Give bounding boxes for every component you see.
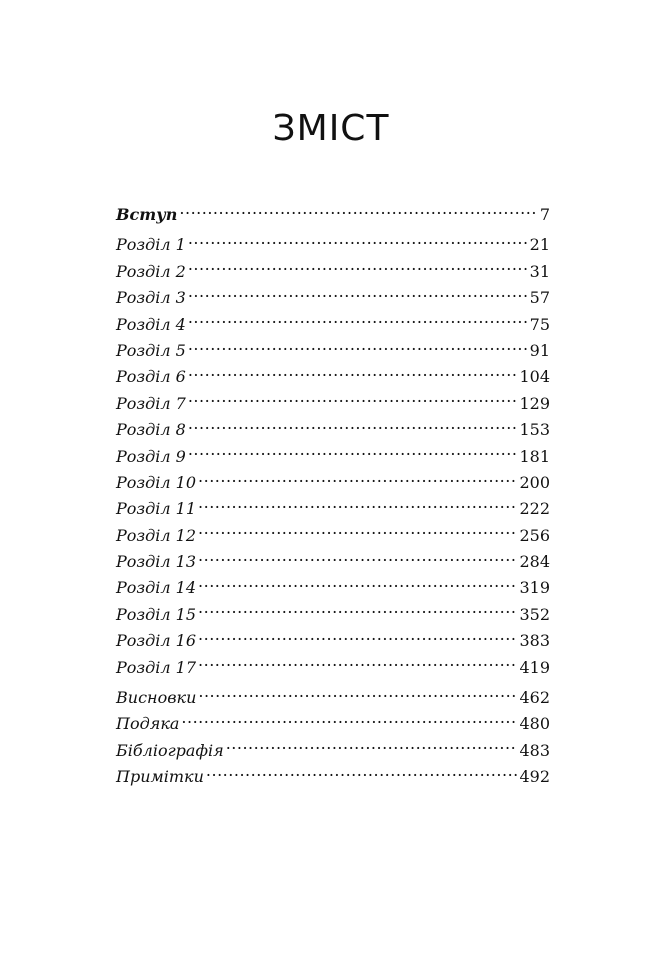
- toc-dot-leader: [188, 446, 518, 462]
- toc-dot-leader: [198, 472, 517, 488]
- toc-entry-label: Розділ 6: [116, 367, 186, 387]
- toc-entry: [116, 285, 550, 311]
- toc-entry-label: Розділ 2: [116, 261, 186, 281]
- toc-entry-page-number: 153: [519, 420, 550, 440]
- toc-entry-label: Розділ 12: [116, 525, 197, 545]
- toc-dot-leader: [198, 577, 517, 593]
- toc-entry-page-number: 383: [519, 631, 550, 651]
- toc-entry-page-number: 21: [529, 235, 550, 255]
- table-of-contents: [116, 202, 550, 791]
- toc-entry-label: Розділ 17: [116, 657, 197, 677]
- toc-entry-page-number: 75: [529, 314, 550, 334]
- toc-dot-leader: [188, 287, 528, 303]
- toc-entry: [116, 364, 550, 390]
- toc-entry-page-number: 222: [519, 499, 550, 519]
- toc-entry: [116, 628, 550, 654]
- toc-entry-label: Розділ 15: [116, 604, 197, 624]
- toc-entry-page-number: 200: [519, 472, 550, 492]
- toc-entry-label: Розділ 7: [116, 393, 186, 413]
- toc-entry: [116, 202, 550, 228]
- toc-entry-label: Вступ: [116, 205, 178, 224]
- toc-entry: [116, 444, 550, 470]
- toc-dot-leader: [198, 657, 517, 673]
- toc-entry-label: Розділ 1: [116, 235, 186, 255]
- toc-entry-page-number: 256: [519, 525, 550, 545]
- toc-entry-label: Розділ 4: [116, 314, 186, 334]
- toc-entry: [116, 685, 550, 711]
- toc-entry: [116, 523, 550, 549]
- toc-entry: [116, 417, 550, 443]
- toc-entry-label: Розділ 13: [116, 552, 197, 572]
- toc-entry-page-number: 352: [519, 604, 550, 624]
- toc-dot-leader: [198, 498, 517, 514]
- toc-entry: [116, 764, 550, 790]
- toc-entry-page-number: 104: [519, 367, 550, 387]
- toc-entry-page-number: 480: [519, 714, 550, 734]
- toc-entry: [116, 391, 550, 417]
- toc-dot-leader: [188, 314, 528, 330]
- toc-dot-leader: [188, 261, 528, 277]
- toc-entry-label: Розділ 11: [116, 499, 197, 519]
- toc-entry-label: Розділ 14: [116, 578, 197, 598]
- toc-entry: [116, 655, 550, 681]
- toc-entry-label: Висновки: [116, 688, 197, 708]
- toc-entry: [116, 549, 550, 575]
- toc-entry-label: Бібліографія: [116, 740, 224, 760]
- toc-entry-page-number: 7: [539, 205, 550, 224]
- toc-entry-page-number: 462: [519, 688, 550, 708]
- toc-dot-leader: [188, 340, 528, 356]
- toc-entry-label: Розділ 3: [116, 288, 186, 308]
- toc-entry-label: Розділ 5: [116, 340, 186, 360]
- toc-entry-page-number: 319: [519, 578, 550, 598]
- toc-entry: [116, 312, 550, 338]
- toc-dot-leader: [198, 604, 517, 620]
- toc-entry: [116, 711, 550, 737]
- toc-entry: [116, 738, 550, 764]
- toc-entry-label: Розділ 10: [116, 472, 197, 492]
- toc-entry: [116, 496, 550, 522]
- toc-entry-label: Розділ 8: [116, 420, 186, 440]
- toc-entry: [116, 259, 550, 285]
- toc-dot-leader: [198, 525, 517, 541]
- toc-entry-label: Розділ 9: [116, 446, 186, 466]
- toc-dot-leader: [188, 393, 518, 409]
- toc-dot-leader: [198, 551, 517, 567]
- toc-entry-label: Розділ 16: [116, 631, 197, 651]
- toc-entry-page-number: 492: [519, 767, 550, 787]
- page-title: ЗМІСТ: [272, 108, 390, 149]
- toc-entry-page-number: 129: [519, 393, 550, 413]
- toc-entry-page-number: 31: [529, 261, 550, 281]
- toc-dot-leader: [188, 419, 518, 435]
- toc-entry-page-number: 91: [529, 340, 550, 360]
- toc-entry: [116, 470, 550, 496]
- toc-entry-page-number: 181: [519, 446, 550, 466]
- toc-entry-page-number: 284: [519, 552, 550, 572]
- toc-dot-leader: [198, 687, 517, 703]
- toc-entry: [116, 232, 550, 258]
- toc-dot-leader: [206, 766, 518, 782]
- toc-entry-label: Подяка: [116, 714, 180, 734]
- toc-entry-page-number: 419: [519, 657, 550, 677]
- toc-entry-page-number: 483: [519, 740, 550, 760]
- toc-dot-leader: [198, 630, 517, 646]
- toc-dot-leader: [188, 234, 528, 250]
- toc-dot-leader: [179, 204, 537, 220]
- toc-entry: [116, 338, 550, 364]
- toc-entry-page-number: 57: [529, 288, 550, 308]
- toc-entry: [116, 575, 550, 601]
- toc-dot-leader: [188, 366, 518, 382]
- toc-entry: [116, 602, 550, 628]
- toc-entry-label: Примітки: [116, 767, 204, 787]
- toc-dot-leader: [226, 740, 518, 756]
- toc-dot-leader: [181, 713, 517, 729]
